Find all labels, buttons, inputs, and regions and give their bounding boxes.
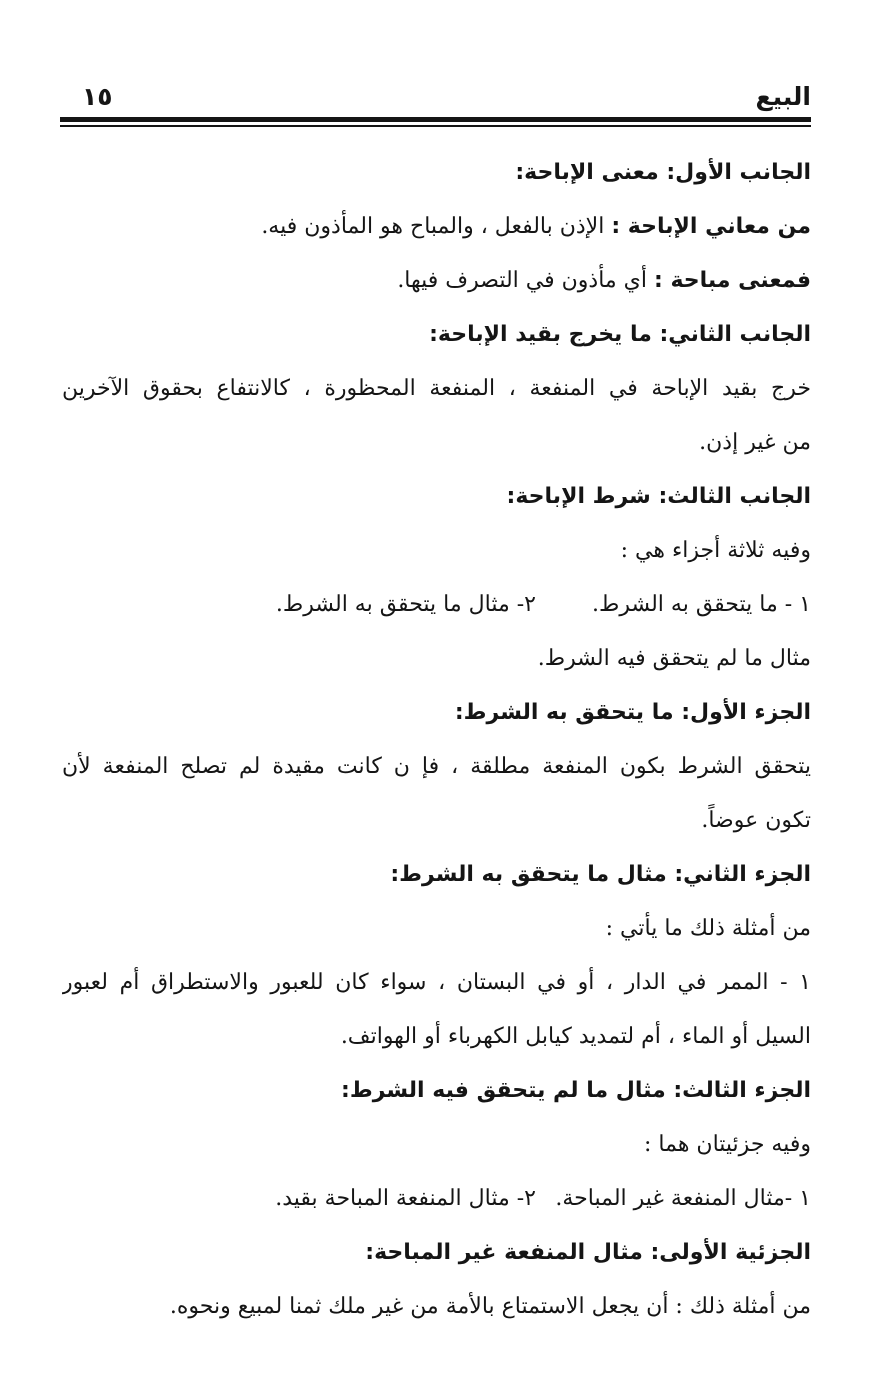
heading-part-one: الجزء الأول: ما يتحقق به الشرط: — [454, 700, 811, 725]
paragraph-meanings-lead: من معاني الإباحة : — [611, 214, 811, 239]
heading-meaning-of-ibaha: الجانب الأول: معنى الإباحة: — [515, 160, 811, 185]
page-body — [62, 146, 811, 1334]
paragraph-example-line-1: ١ - الممر في الدار ، أو في البستان ، سواء كان للعبور والاستطراق أم لعبور — [62, 970, 811, 995]
parts-list-item-2: ٢- مثال ما يتحقق به الشرط. — [275, 592, 536, 617]
heading-excluded-by-condition: الجانب الثاني: ما يخرج بقيد الإباحة: — [429, 322, 811, 347]
paragraph-meanings-text: الإذن بالفعل ، والمباح هو المأذون فيه. — [261, 214, 612, 239]
heading-part-three: الجزء الثالث: مثال ما لم يتحقق فيه الشرط: — [341, 1078, 811, 1103]
paragraph-excluded-line-2: من غير إذن. — [699, 430, 811, 455]
paragraph-subpart-one-example: من أمثلة ذلك : أن يجعل الاستمتاع بالأمة من غير ملك ثمنا لمبيع ونحوه. — [169, 1294, 811, 1319]
subparts-list-row — [62, 1172, 811, 1226]
heading-part-two: الجزء الثاني: مثال ما يتحقق به الشرط: — [390, 862, 811, 887]
paragraph-mubaha-lead: فمعنى مباحة : — [654, 268, 811, 293]
paragraph-two-subparts: وفيه جزئيتان هما : — [644, 1132, 811, 1157]
paragraph-example-line-2: السيل أو الماء ، أم لتمديد كيابل الكهرباء أو الهواتف. — [340, 1024, 811, 1049]
paragraph-part-one-line-2: تكون عوضاً. — [701, 808, 811, 833]
subparts-list-item-2: ٢- مثال المنفعة المباحة بقيد. — [275, 1186, 536, 1211]
paragraph-mubaha — [62, 254, 811, 308]
paragraph-mubaha-text: أي مأذون في التصرف فيها. — [397, 268, 654, 293]
paragraph-examples-intro: من أمثلة ذلك ما يأتي : — [605, 916, 811, 941]
parts-list-row — [62, 578, 811, 632]
paragraph-meanings — [62, 200, 811, 254]
page-number: ١٥ — [82, 82, 113, 111]
paragraph-excluded-line-1: خرج بقيد الإباحة في المنفعة ، المنفعة المحظورة ، كالانتفاع بحقوق الآخرين — [62, 376, 811, 401]
paragraph-part-one-line-1: يتحقق الشرط بكون المنفعة مطلقة ، فإ ن كانت مقيدة لم تصلح المنفعة لأن — [62, 754, 811, 779]
paragraph-three-parts: وفيه ثلاثة أجزاء هي : — [620, 538, 811, 563]
running-title: البيع — [755, 82, 811, 111]
parts-list-item-3: مثال ما لم يتحقق فيه الشرط. — [537, 646, 811, 671]
page-header — [60, 78, 811, 118]
subparts-list-item-1: ١ -مثال المنفعة غير المباحة. — [555, 1186, 811, 1211]
heading-condition-of-ibaha: الجانب الثالث: شرط الإباحة: — [506, 484, 811, 509]
header-rule-thick — [60, 117, 811, 122]
header-rule-thin — [60, 125, 811, 127]
parts-list-item-1: ١ - ما يتحقق به الشرط. — [592, 592, 811, 617]
heading-subpart-one: الجزئية الأولى: مثال المنفعة غير المباحة: — [365, 1240, 811, 1265]
